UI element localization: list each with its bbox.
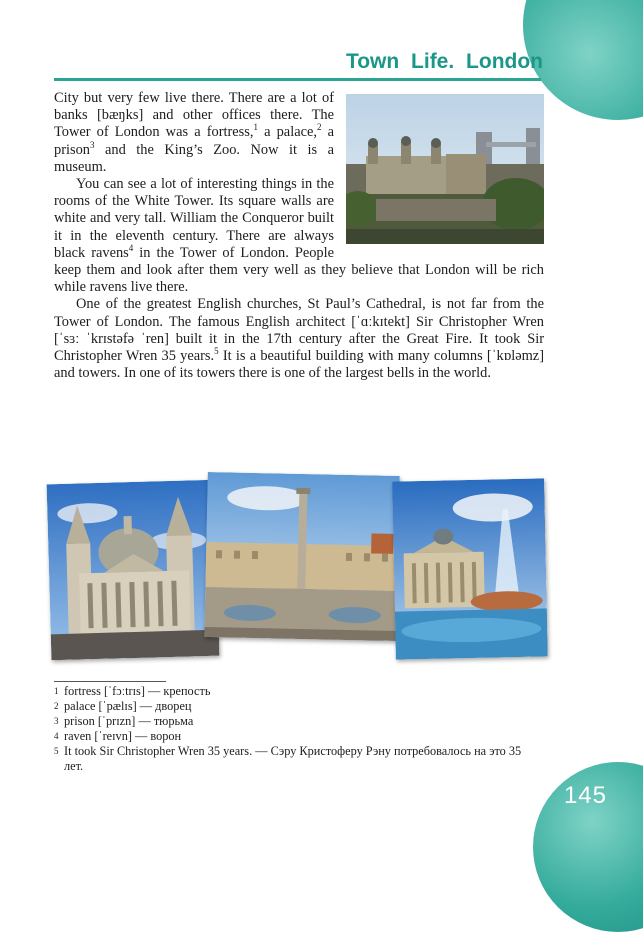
footnote-number: 4 — [54, 730, 59, 741]
footnote-ref: 2 — [316, 122, 322, 133]
text-span: City but very few live there. There are a lot of banks [bæŋks] and other offices there. The Tower of London was a fortress, — [54, 90, 334, 141]
trafalgar-square-photo — [204, 472, 399, 641]
text-span: One of the greatest English churches, St Paul’s Cathedral, is not far from the Tower of London. The famous English architect [ˈɑːkɪtekt] Sir Christopher Wren [ˈsɜː ˈkrɪstəfə ˈren] built it in the 17th century after the Great Fire. It took Sir Christopher Wren 35 years. — [54, 296, 544, 365]
title-rule — [54, 78, 541, 81]
paragraph-3 — [54, 296, 544, 382]
footnote-item — [54, 744, 524, 774]
footnote-item — [54, 729, 524, 744]
national-gallery-fountain-photo — [392, 478, 548, 659]
footnote-text: raven [ˈreɪvn] — ворон — [64, 728, 182, 743]
st-pauls-cathedral-photo — [47, 480, 220, 661]
text-span: You can see a lot of interesting things in the rooms of the White Tower. Its square walls are white and very tall. William the Conqueror built it in the eleventh century. There are always black ravens — [54, 176, 334, 261]
footnote-item — [54, 684, 524, 699]
text-span: a prison — [54, 124, 334, 158]
footnotes — [54, 684, 524, 773]
footnote-text: prison [ˈprɪzn] — тюрьма — [64, 713, 194, 728]
footnote-number: 2 — [54, 700, 59, 711]
footnote-ref: 3 — [89, 139, 95, 150]
text-span: It is a beautiful building with many columns [ˈkɒləmz] and towers. In one of its towers there is one of the largest bells in the world. — [54, 348, 544, 382]
footnote-item — [54, 714, 524, 729]
footnote-number: 5 — [54, 745, 59, 756]
footnote-rule — [54, 681, 166, 682]
page-number: 145 — [563, 782, 607, 809]
text-span: in the Tower of London. People keep them and look after them very well as they believe that London will be rich while ravens live there. — [54, 244, 544, 296]
footnote-ref: 1 — [253, 122, 258, 133]
footnote-text: It took Sir Christopher Wren 35 years. — Сэру Кристоферу Рэну потребовалось на это 35 лет. — [64, 743, 522, 773]
text-span: a palace, — [257, 124, 317, 141]
text-span: and the King’s Zoo. Now it is a museum. — [54, 141, 334, 175]
footnote-text: palace [ˈpælɪs] — дворец — [64, 698, 192, 713]
footnote-ref: 4 — [128, 243, 134, 254]
footnote-ref: 5 — [214, 346, 219, 357]
footnote-item — [54, 699, 524, 714]
footnote-number: 3 — [54, 715, 59, 726]
body-text — [54, 90, 544, 382]
tower-of-london-photo — [346, 94, 544, 244]
footnote-number: 1 — [54, 686, 59, 696]
footnote-text: fortress [ˈfɔːtrɪs] — крепость — [64, 684, 211, 698]
chapter-title: Town Life. London — [345, 50, 543, 73]
